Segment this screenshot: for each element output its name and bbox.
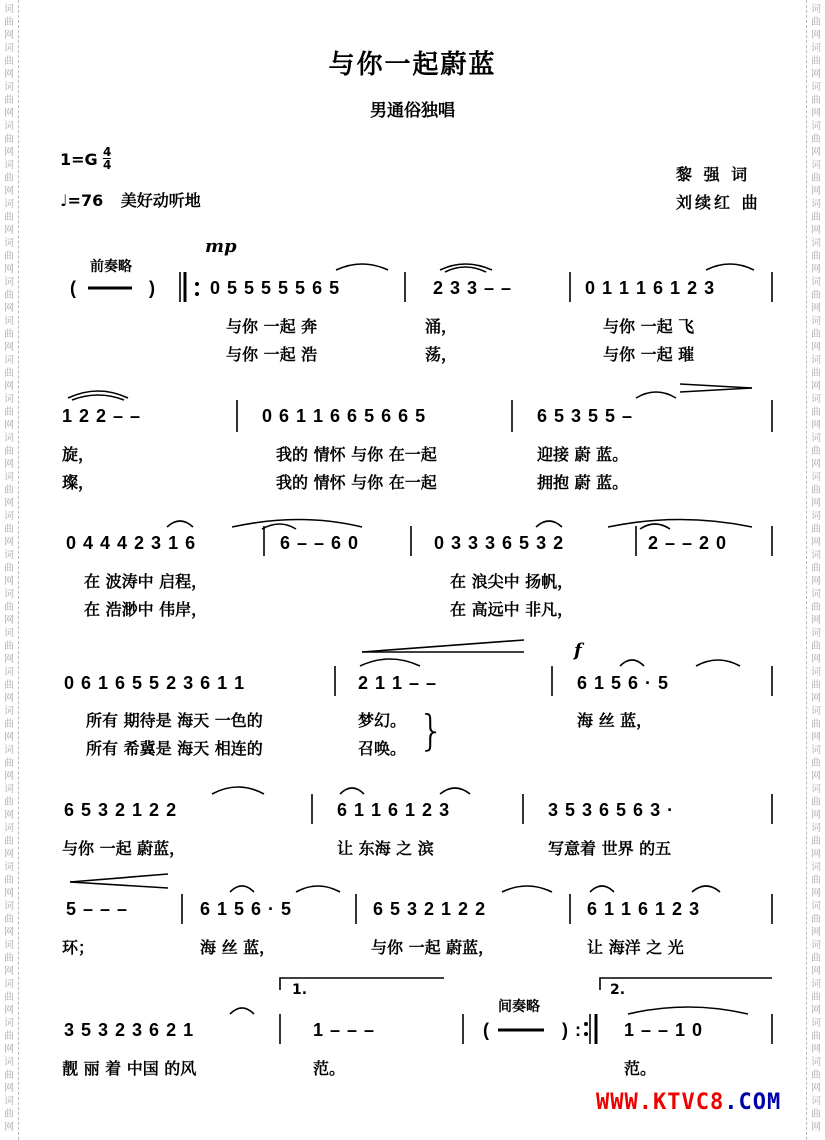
volta-1-label: 1.	[292, 982, 308, 998]
side-watermark-char: 曲	[811, 446, 821, 457]
side-watermark-char: 曲	[811, 524, 821, 535]
side-watermark-char: 词	[811, 784, 821, 795]
side-watermark-char: 曲	[811, 641, 821, 652]
lyric-verse2: 璨，	[62, 473, 95, 492]
lyric-verse2: 召唤。	[358, 739, 407, 758]
side-watermark-char: 词	[811, 4, 821, 15]
side-watermark-char: 网	[811, 225, 821, 236]
composer-credit: 刘续红 曲	[676, 193, 761, 212]
side-watermark-char: 词	[4, 784, 14, 795]
side-watermark-char: 网	[811, 1122, 821, 1133]
side-watermark-char: 曲	[4, 368, 14, 379]
side-watermark-char: 词	[811, 121, 821, 132]
side-watermark-char: 网	[4, 225, 14, 236]
dynamic-f: f	[574, 640, 582, 661]
side-watermark-char: 网	[811, 264, 821, 275]
side-watermark-char: 曲	[4, 251, 14, 262]
side-watermark-char: 网	[811, 186, 821, 197]
side-watermark-char: 曲	[811, 56, 821, 67]
side-watermark-char: 词	[4, 355, 14, 366]
side-watermark-char: 网	[811, 576, 821, 587]
side-watermark-char: 词	[811, 160, 821, 171]
side-watermark-char: 网	[4, 1005, 14, 1016]
side-watermark-char: 网	[4, 342, 14, 353]
side-watermark-char: 曲	[811, 134, 821, 145]
side-watermark-char: 网	[4, 1122, 14, 1133]
side-watermark-char: 词	[811, 472, 821, 483]
side-watermark-char: 词	[4, 511, 14, 522]
lyric-verse2: 拥抱 蔚 蓝。	[537, 473, 629, 492]
side-watermark-char: 词	[811, 1057, 821, 1068]
side-watermark-char: 曲	[811, 485, 821, 496]
side-watermark-char: 词	[811, 1096, 821, 1107]
side-watermark-char: 词	[4, 628, 14, 639]
side-watermark-char: 曲	[4, 1109, 14, 1120]
side-watermark-char: 曲	[4, 524, 14, 535]
side-watermark-char: 网	[4, 537, 14, 548]
side-watermark-char: 网	[4, 927, 14, 938]
lyric-verse1: 梦幻。	[358, 711, 407, 730]
side-watermark-char: 词	[811, 355, 821, 366]
lyric-verse1: 海 丝 蓝，	[577, 711, 653, 730]
lyric-verse1: 海 丝 蓝，	[200, 938, 276, 957]
side-watermark-char: 曲	[4, 992, 14, 1003]
side-watermark-char: 网	[811, 1083, 821, 1094]
side-watermark-char: 词	[811, 238, 821, 249]
lyric-verse2: 所有 希冀是 海天 相连的	[86, 739, 263, 758]
side-watermark-char: 曲	[4, 56, 14, 67]
lyric-verse1: 环；	[62, 938, 95, 957]
lyric-verse1: 旋，	[62, 445, 95, 464]
side-watermark-char: 网	[811, 927, 821, 938]
side-watermark-char: 词	[4, 82, 14, 93]
side-watermark-char: 网	[4, 654, 14, 665]
measure-notes: 5 – – –	[66, 899, 129, 919]
lyric-verse2: 在 高远中 非凡，	[450, 600, 574, 619]
side-watermark-char: 词	[811, 394, 821, 405]
measure-notes: 6 1 1 6 1 2 3	[587, 899, 701, 919]
side-watermark-char: 曲	[811, 914, 821, 925]
measure-notes: 2 – – 2 0	[648, 533, 728, 553]
side-watermark-char: 词	[4, 472, 14, 483]
side-watermark-char: 曲	[811, 758, 821, 769]
interlude-rest: ( ) :	[483, 1020, 582, 1040]
lyric-verse1: 靓 丽 着 中国 的风	[62, 1059, 197, 1078]
side-watermark-char: 网	[4, 303, 14, 314]
side-watermark-char: 网	[811, 849, 821, 860]
side-watermark-char: 网	[4, 888, 14, 899]
watermark-main: WWW.KTVC8	[596, 1090, 725, 1115]
lyric-verse1: 与你 一起 飞	[603, 317, 695, 336]
side-watermark-char: 曲	[4, 953, 14, 964]
side-watermark-char: 词	[811, 862, 821, 873]
side-watermark-char: 词	[4, 43, 14, 54]
side-watermark-char: 词	[4, 901, 14, 912]
measure-notes: 0 1 1 1 6 1 2 3	[585, 278, 716, 298]
measure-notes: 2 1 1 – –	[358, 673, 438, 693]
lyric-verse1: 让 东海 之 滨	[337, 839, 434, 858]
side-watermark-char: 网	[811, 693, 821, 704]
measure-notes: 0 4 4 4 2 3 1 6	[66, 533, 197, 553]
side-watermark-char: 曲	[811, 95, 821, 106]
side-watermark-char: 曲	[4, 446, 14, 457]
side-watermark-char: 曲	[4, 914, 14, 925]
measure-notes: 3 5 3 6 5 6 3 ·	[548, 800, 675, 820]
measure-notes: 1 2 2 – –	[62, 406, 142, 426]
side-watermark-char: 词	[811, 706, 821, 717]
lyric-verse1: 在 浪尖中 扬帆，	[450, 572, 574, 591]
lyric-verse1: 与你 一起 蔚蓝，	[62, 839, 186, 858]
side-watermark-char: 词	[4, 1018, 14, 1029]
side-watermark-char: 词	[4, 550, 14, 561]
side-watermark-char: 词	[811, 433, 821, 444]
side-watermark-char: 网	[4, 966, 14, 977]
side-watermark-char: 网	[811, 459, 821, 470]
side-watermark-char: 网	[811, 888, 821, 899]
side-watermark-char: 网	[4, 30, 14, 41]
song-title: 与你一起蔚蓝	[328, 50, 497, 80]
side-watermark-char: 词	[811, 511, 821, 522]
watermark-suffix: .COM	[724, 1090, 782, 1115]
side-watermark-char: 网	[4, 69, 14, 80]
measure-notes: 2 3 3 – –	[433, 278, 513, 298]
lyric-verse2: 与你 一起 璀	[603, 345, 695, 364]
side-watermark-char: 网	[4, 615, 14, 626]
side-watermark-char: 网	[811, 108, 821, 119]
side-watermark-char: 词	[811, 1018, 821, 1029]
side-watermark-char: 曲	[811, 212, 821, 223]
side-watermark-char: 网	[811, 732, 821, 743]
side-watermark-char: 网	[811, 420, 821, 431]
measure-notes: 6 1 5 6 · 5	[577, 673, 670, 693]
side-watermark-char: 曲	[4, 1070, 14, 1081]
side-watermark-char: 曲	[4, 797, 14, 808]
lyric-verse1: 我的 情怀 与你 在一起	[276, 445, 437, 464]
side-watermark-char: 曲	[4, 212, 14, 223]
side-watermark-char: 词	[811, 979, 821, 990]
side-watermark-char: 网	[811, 537, 821, 548]
side-watermark-char: 曲	[4, 17, 14, 28]
side-watermark-char: 曲	[4, 1031, 14, 1042]
side-watermark-char: 曲	[811, 563, 821, 574]
side-watermark-char: 曲	[4, 407, 14, 418]
side-watermark-char: 曲	[811, 290, 821, 301]
side-watermark-char: 曲	[811, 173, 821, 184]
side-watermark-char: 词	[4, 238, 14, 249]
side-watermark-char: 网	[811, 654, 821, 665]
side-watermark-char: 词	[4, 589, 14, 600]
side-watermark-char: 词	[811, 82, 821, 93]
time-sig-bottom: 4	[103, 158, 112, 172]
side-watermark-char: 网	[811, 30, 821, 41]
side-watermark-char: 网	[811, 615, 821, 626]
measure-notes: 1 – – –	[313, 1020, 376, 1040]
side-watermark-char: 词	[4, 199, 14, 210]
lyric-verse2: 在 浩渺中 伟岸，	[84, 600, 208, 619]
interlude-label: 间奏略	[498, 999, 540, 1015]
side-watermark-char: 词	[4, 940, 14, 951]
lyric-verse1: 写意着 世界 的五	[548, 839, 672, 858]
side-watermark-char: 网	[4, 498, 14, 509]
lyric-verse1: 所有 期待是 海天 一色的	[86, 711, 263, 730]
side-watermark-char: 曲	[811, 1109, 821, 1120]
side-watermark-char: 词	[4, 706, 14, 717]
side-watermark-char: 词	[811, 667, 821, 678]
side-watermark-char: 词	[811, 823, 821, 834]
lyric-verse1: 迎接 蔚 蓝。	[537, 445, 629, 464]
side-watermark-char: 曲	[811, 875, 821, 886]
side-watermark-char: 网	[811, 810, 821, 821]
side-watermark-char: 词	[811, 589, 821, 600]
measure-notes: 6 5 3 2 1 2 2	[373, 899, 487, 919]
side-watermark-char: 网	[811, 147, 821, 158]
side-watermark-char: 网	[4, 732, 14, 743]
side-watermark-char: 曲	[811, 836, 821, 847]
side-watermark-char: 词	[811, 550, 821, 561]
side-watermark-char: 曲	[811, 680, 821, 691]
lyric-verse1: 范。	[313, 1059, 346, 1078]
side-watermark-char: 网	[4, 849, 14, 860]
side-watermark-char: 网	[4, 264, 14, 275]
lyric-verse2: 我的 情怀 与你 在一起	[276, 473, 437, 492]
side-watermark-char: 曲	[811, 797, 821, 808]
side-watermark-char: 网	[4, 186, 14, 197]
measure-notes: 1 – – 1 0	[624, 1020, 704, 1040]
side-watermark-char: 曲	[4, 758, 14, 769]
side-watermark-char: 词	[4, 1057, 14, 1068]
side-watermark-char: 网	[4, 693, 14, 704]
side-watermark-char: 曲	[4, 329, 14, 340]
side-watermark-char: 词	[811, 940, 821, 951]
side-watermark-char: 曲	[4, 680, 14, 691]
side-watermark-char: 网	[811, 771, 821, 782]
lyric-verse1: 与你 一起 蔚蓝，	[371, 938, 495, 957]
side-watermark-char: 曲	[4, 134, 14, 145]
side-watermark-char: 曲	[811, 251, 821, 262]
side-watermark-char: 词	[4, 277, 14, 288]
side-watermark-char: 词	[4, 394, 14, 405]
side-watermark-char: 网	[4, 381, 14, 392]
measure-notes: 0 5 5 5 5 5 6 5	[210, 278, 341, 298]
side-watermark-char: 词	[4, 160, 14, 171]
side-watermark-char: 曲	[811, 407, 821, 418]
side-watermark-char: 曲	[4, 602, 14, 613]
side-watermark-char: 曲	[811, 329, 821, 340]
measure-notes: 6 5 3 2 1 2 2	[64, 800, 178, 820]
side-watermark-char: 网	[4, 147, 14, 158]
volta-2-label: 2.	[610, 982, 626, 998]
side-watermark-char: 网	[4, 771, 14, 782]
side-watermark-char: 曲	[811, 602, 821, 613]
measure-notes: 6 – – 6 0	[280, 533, 360, 553]
side-watermark-char: 网	[4, 576, 14, 587]
side-watermark-char: 词	[811, 199, 821, 210]
measure-notes: 6 5 3 5 5 –	[537, 406, 634, 426]
side-watermark-char: 词	[4, 823, 14, 834]
dynamic-mp: mp	[205, 236, 237, 257]
side-watermark-char: 网	[4, 459, 14, 470]
side-watermark-char: 曲	[811, 953, 821, 964]
side-watermark-char: 曲	[4, 563, 14, 574]
side-watermark-char: 网	[811, 342, 821, 353]
side-watermark-char: 网	[4, 810, 14, 821]
side-watermark-char: 网	[811, 966, 821, 977]
side-watermark-char: 曲	[4, 173, 14, 184]
side-watermark-char: 词	[811, 901, 821, 912]
side-watermark-char: 词	[4, 862, 14, 873]
side-watermark-char: 曲	[4, 485, 14, 496]
side-watermark-char: 网	[4, 108, 14, 119]
side-watermark-char: 词	[4, 4, 14, 15]
lyric-verse1: 范。	[624, 1059, 657, 1078]
side-watermark-char: 曲	[811, 368, 821, 379]
side-watermark-char: 曲	[811, 1070, 821, 1081]
side-watermark-char: 网	[4, 420, 14, 431]
side-watermark-char: 词	[4, 745, 14, 756]
side-watermark-char: 曲	[4, 641, 14, 652]
side-watermark-char: 网	[4, 1044, 14, 1055]
side-watermark-char: 曲	[811, 992, 821, 1003]
side-watermark-char: 曲	[4, 719, 14, 730]
side-watermark-char: 词	[811, 277, 821, 288]
brace-symbol: }	[418, 706, 445, 755]
side-watermark-char: 网	[811, 381, 821, 392]
side-watermark-char: 词	[4, 1096, 14, 1107]
side-watermark-char: 曲	[4, 290, 14, 301]
lyric-verse2: 荡，	[425, 345, 458, 364]
side-watermark-char: 词	[4, 979, 14, 990]
side-watermark-char: 网	[4, 1083, 14, 1094]
side-watermark-char: 曲	[811, 719, 821, 730]
side-watermark-char: 网	[811, 1005, 821, 1016]
measure-notes: 6 1 5 6 · 5	[200, 899, 293, 919]
time-sig-top: 4	[103, 145, 112, 159]
side-watermark-char: 词	[811, 316, 821, 327]
song-subtitle: 男通俗独唱	[370, 101, 455, 121]
key-signature: 1=G	[60, 150, 98, 169]
measure-notes: 0 3 3 3 6 5 3 2	[434, 533, 565, 553]
measure-notes: 0 6 1 1 6 6 5 6 6 5	[262, 406, 427, 426]
prelude-label: 前奏略	[90, 259, 132, 275]
side-watermark-char: 网	[811, 303, 821, 314]
side-watermark-char: 词	[811, 628, 821, 639]
expression-text: 美好动听地	[120, 191, 201, 210]
lyric-verse1: 在 波涛中 启程，	[84, 572, 208, 591]
side-watermark-char: 词	[4, 433, 14, 444]
lyric-verse1: 涌，	[425, 317, 458, 336]
lyric-verse1: 让 海洋 之 光	[587, 938, 684, 957]
side-watermark-char: 词	[4, 667, 14, 678]
measure-notes: 6 1 1 6 1 2 3	[337, 800, 451, 820]
side-watermark-char: 网	[811, 1044, 821, 1055]
side-watermark-char: 词	[811, 43, 821, 54]
side-watermark-char: 曲	[811, 17, 821, 28]
lyric-verse2: 与你 一起 浩	[226, 345, 318, 364]
side-watermark-char: 词	[4, 121, 14, 132]
side-watermark-char: 曲	[4, 95, 14, 106]
side-watermark-char: 网	[811, 69, 821, 80]
lyricist-credit: 黎 强 词	[676, 165, 751, 184]
prelude-rest: ( )	[70, 278, 156, 298]
side-watermark-char: 词	[811, 745, 821, 756]
side-watermark-char: 网	[811, 498, 821, 509]
side-watermark-char: 曲	[4, 836, 14, 847]
lyric-verse1: 与你 一起 奔	[226, 317, 318, 336]
side-watermark-char: 曲	[4, 875, 14, 886]
tempo-value: ♩=76	[60, 191, 104, 210]
measure-notes: 0 6 1 6 5 5 2 3 6 1 1	[64, 673, 246, 693]
side-watermark-char: 词	[4, 316, 14, 327]
measure-notes: 3 5 3 2 3 6 2 1	[64, 1020, 195, 1040]
side-watermark-char: 曲	[811, 1031, 821, 1042]
